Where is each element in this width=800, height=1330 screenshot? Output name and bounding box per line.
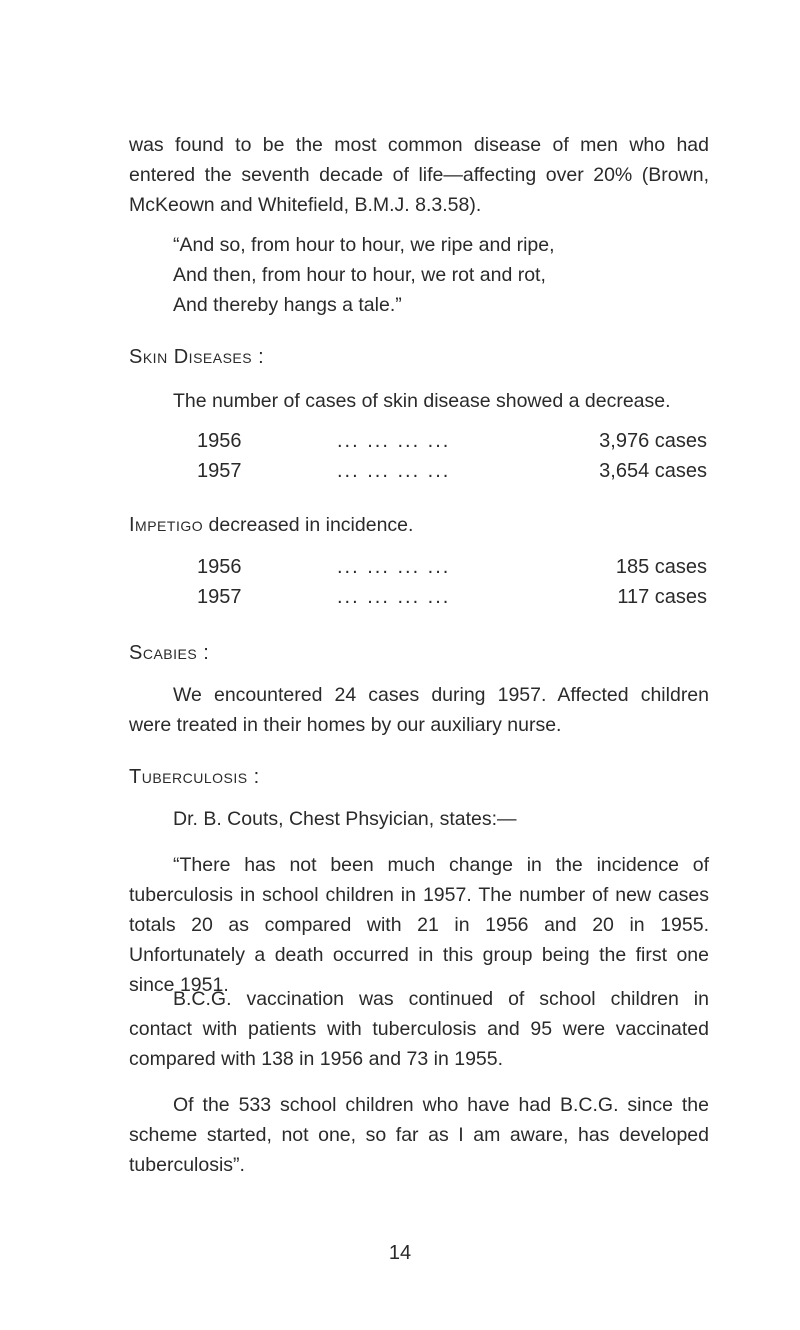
leader-dots: ... ... ... ... — [337, 556, 451, 578]
value-cell: 185 cases — [615, 556, 707, 578]
table-row — [197, 456, 707, 486]
year-cell: 1956 — [197, 430, 242, 452]
value-cell: 117 cases — [617, 586, 707, 608]
intro-paragraph: was found to be the most common disease of men who had entered the seventh decade of life—affecting over 20% (Brown, McKeown and Whitefield, B.M.J. 8.3.58). — [129, 134, 709, 216]
year-cell: 1957 — [197, 460, 242, 482]
scabies-heading: Scabies : — [129, 642, 210, 664]
leader-dots: ... ... ... ... — [337, 460, 451, 482]
page-number: 14 — [388, 1242, 412, 1264]
table-row — [197, 552, 707, 582]
tuberculosis-paragraph: Of the 533 school children who have had B.C.G. since the scheme started, not one, so far as I am aware, has developed tuberculosis”. — [129, 1094, 709, 1176]
scabies-paragraph: We encountered 24 cases during 1957. Affected children were treated in their homes by our auxiliary nurse. — [129, 684, 709, 736]
tuberculosis-statement: Dr. B. Couts, Chest Phsyician, states:— — [173, 808, 517, 830]
tuberculosis-heading: Tuberculosis : — [129, 766, 260, 788]
quote-block — [173, 230, 733, 320]
year-cell: 1956 — [197, 556, 242, 578]
tuberculosis-paragraph: B.C.G. vaccination was continued of school children in contact with patients with tuberculosis and 95 were vaccinated compared with 138 in 1956 and 73 in 1955. — [129, 988, 709, 1070]
impetigo-heading: Impetigo — [129, 514, 204, 536]
quote-line: And then, from hour to hour, we rot and rot, — [173, 264, 546, 286]
tuberculosis-paragraph: “There has not been much change in the incidence of tuberculosis in school children in 1957. The number of new cases totals 20 as compared with 21 in 1956 and 20 in 1955. Unfortunately a death occurred in this group being the first one since 1951. — [129, 854, 709, 996]
leader-dots: ... ... ... ... — [337, 430, 451, 452]
impetigo-text: decreased in incidence. — [208, 514, 414, 536]
skin-diseases-heading: Skin Diseases : — [129, 346, 265, 368]
skin-diseases-text: The number of cases of skin disease showed a decrease. — [173, 390, 671, 412]
quote-line: “And so, from hour to hour, we ripe and ripe, — [173, 234, 555, 256]
value-cell: 3,976 cases — [599, 430, 707, 452]
year-cell: 1957 — [197, 586, 242, 608]
impetigo-line — [129, 510, 413, 540]
leader-dots: ... ... ... ... — [337, 586, 451, 608]
value-cell: 3,654 cases — [599, 460, 707, 482]
table-row — [197, 582, 707, 612]
quote-line: And thereby hangs a tale.” — [173, 294, 402, 316]
table-row — [197, 426, 707, 456]
